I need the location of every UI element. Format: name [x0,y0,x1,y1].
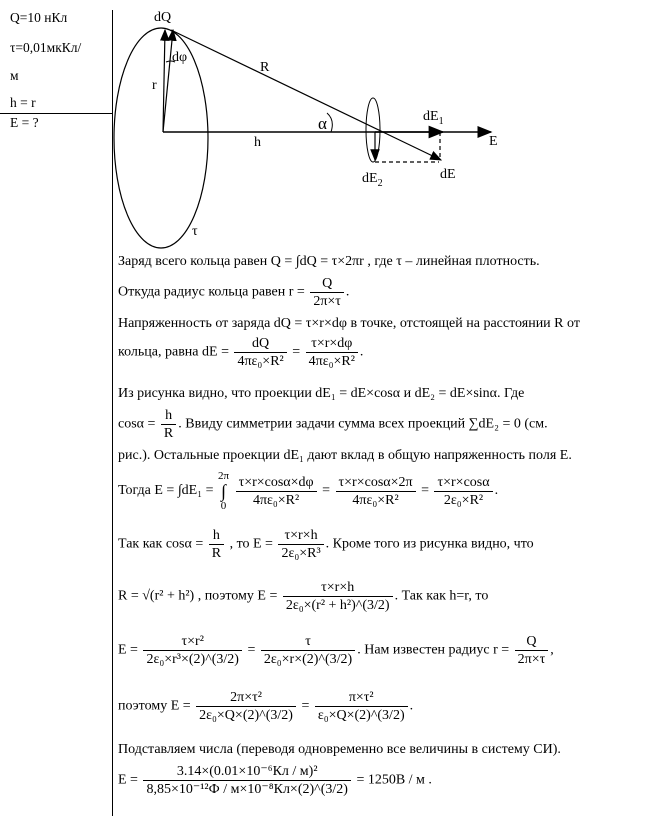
label-dQ: dQ [154,10,172,25]
given-separator [0,113,112,114]
solution-line-10: R = √(r² + h²) , поэтому E = $\frac{\tau\times r\times h}{\text{2ε₀×(r² + h²)\textasciicircum{}(3/2)}}$ . Так как h=r, то [118,580,489,613]
label-r: r [152,78,157,93]
solution-line-2: Откуда радиус кольца равен r = $\frac{Q}{2\pi\times\tau}$ . [118,276,350,309]
label-R: R [260,60,270,75]
solution-line-14: E = $\frac{\text{3.14×(0.01×10⁻⁶Кл / м)²}}{\text{8,85×10⁻¹²Ф / м×10⁻⁸Кл×(2)\textasciicircum{}(3/2)}}$ = 1250В / м . [118,764,432,797]
alpha-arc [327,113,332,132]
given-linear-density: τ=0,01мкКл/ [10,40,82,55]
solution-line-7: рис.). Остальные проекции dE₁ дают вклад в общую напряженность поля E. [118,448,572,463]
label-tau: τ [192,224,198,239]
given-charge: Q=10 нКл [10,10,68,25]
solution-line-11: E = $\frac{\text{τ×r²}}{\text{2ε₀×r³×(2)\textasciicircum{}(3/2)}}$ = $\frac{\tau}{\text{2ε₀×r×(2)\textasciicircum{}(3/2)}}$ . Нам известен радиус r = $\frac{Q}{2\pi\times\tau}$ , [118,634,554,667]
solution-line-4: кольца, равна dE = $\frac{dQ}{\text{4πε₀×R²}}$ = $\frac{\tau\times r\times d\varphi}{\text{4πε₀×R²}}$ . [118,336,364,369]
given-linear-density-unit: м [10,68,19,83]
solution-line-9: Так как cosα = $\frac{h}{R}$ , то E = $\frac{\tau\times r\times h}{\text{2ε₀×R³}}$ . Кроме того из рисунка видно, что [118,528,534,561]
ring-diagram [113,0,669,255]
label-dE2: $dE_2$ [362,171,383,189]
solution-line-12: поэтому E = $\frac{\text{2π×τ²}}{\text{2ε₀×Q×(2)\textasciicircum{}(3/2)}}$ = $\frac{\text{π×τ²}}{\text{ε₀×Q×(2)\textasciicircum{}(3/2)}}$ . [118,690,414,723]
label-h: h [254,135,261,150]
given-condition: h = r [10,95,36,110]
solution-line-3: Напряженность от заряда dQ = τ×r×dφ в точке, отстоящей на расстоянии R от [118,316,580,331]
label-dphi: dφ [172,50,188,65]
solution-line-5: Из рисунка видно, что проекции dE₁ = dE×cosα и dE₂ = dE×sinα. Где [118,386,525,401]
label-alpha: α [318,114,327,133]
solution-line-1: Заряд всего кольца равен Q = ∫dQ = τ×2πr , где τ – линейная плотность. [118,254,540,269]
solution-line-8: Тогда E = ∫dE₁ = 2π ∫ 0 $\frac{\tau\times r\times\cos\alpha\times d\varphi}{\text{4πε₀×R²}}$ = $\frac{\tau\times r\times\cos\alpha\times 2\pi}{\text{4πε₀×R²}}$ = $\frac{\tau\times r\times\cos\alpha}{\text{2ε₀×R²}}$ . [118,470,499,512]
label-E: E [489,134,498,149]
distance-R-line [171,30,441,160]
solution-line-13: Подставляем числа (переводя одновременно все величины в систему СИ). [118,742,561,757]
label-dE: dE [440,167,456,182]
solution-line-6: cosα = $\frac{h}{R}$ . Ввиду симметрии задачи сумма всех проекций ∑dE₂ = 0 (см. [118,408,548,441]
label-dE1: $dE_1$ [423,109,444,127]
charged-ring [114,28,208,248]
given-unknown: E = ? [10,115,39,130]
